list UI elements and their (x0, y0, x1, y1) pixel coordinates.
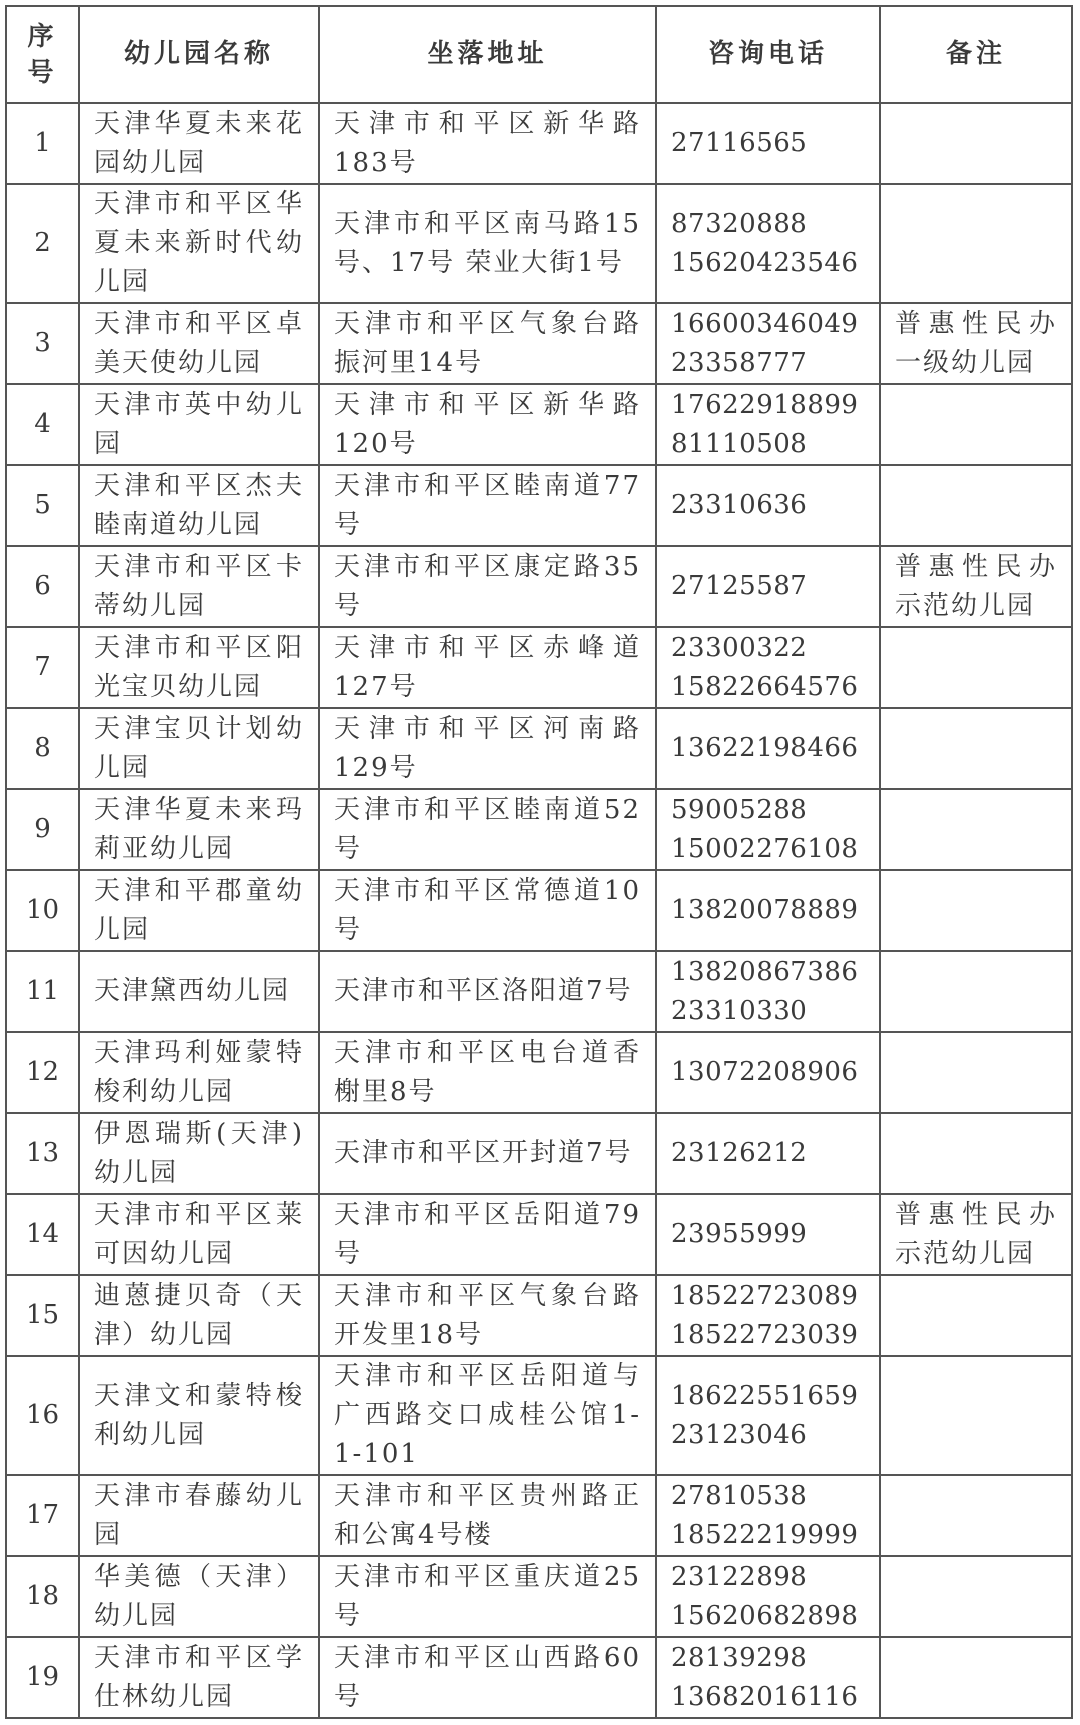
table-row (6, 951, 1072, 1032)
row-serial-number: 3 (6, 303, 79, 384)
phone-number: 15620682898 (671, 1600, 859, 1631)
row-address: 天津市和平区气象台路振河里14号 (319, 303, 656, 384)
row-kindergarten-name: 天津华夏未来玛莉亚幼儿园 (79, 789, 319, 870)
row-phone (656, 1475, 880, 1556)
row-kindergarten-name: 天津华夏未来花园幼儿园 (79, 103, 319, 184)
row-address: 天津市和平区睦南道52号 (319, 789, 656, 870)
phone-number: 27810538 (671, 1480, 808, 1511)
row-kindergarten-name: 华美德（天津）幼儿园 (79, 1556, 319, 1637)
header-kindergarten-name: 幼儿园名称 (79, 6, 319, 103)
row-kindergarten-name: 天津宝贝计划幼儿园 (79, 708, 319, 789)
row-serial-number: 7 (6, 627, 79, 708)
row-serial-number: 2 (6, 184, 79, 303)
row-kindergarten-name: 天津市和平区阳光宝贝幼儿园 (79, 627, 319, 708)
phone-number: 15822664576 (671, 671, 859, 702)
row-note (880, 789, 1072, 870)
row-kindergarten-name: 天津市和平区卓美天使幼儿园 (79, 303, 319, 384)
row-phone (656, 708, 880, 789)
table-row (6, 1113, 1072, 1194)
row-phone (656, 1113, 880, 1194)
row-serial-number: 5 (6, 465, 79, 546)
phone-number: 23122898 (671, 1561, 808, 1592)
row-address: 天津市和平区新华路183号 (319, 103, 656, 184)
row-serial-number: 17 (6, 1475, 79, 1556)
phone-number: 23310330 (671, 995, 808, 1026)
row-note (880, 465, 1072, 546)
row-serial-number: 4 (6, 384, 79, 465)
row-address: 天津市和平区电台道香榭里8号 (319, 1032, 656, 1113)
phone-number: 23955999 (671, 1219, 808, 1249)
row-note (880, 708, 1072, 789)
row-address: 天津市和平区康定路35号 (319, 546, 656, 627)
row-kindergarten-name: 天津市春藤幼儿园 (79, 1475, 319, 1556)
row-phone (656, 627, 880, 708)
row-serial-number: 8 (6, 708, 79, 789)
row-phone (656, 789, 880, 870)
row-address: 天津市和平区南马路15号、17号 荣业大街1号 (319, 184, 656, 303)
row-note: 普惠性民办示范幼儿园 (880, 1194, 1072, 1275)
row-kindergarten-name: 天津市和平区莱可因幼儿园 (79, 1194, 319, 1275)
row-address: 天津市和平区岳阳道与广西路交口成桂公馆1-1-101 (319, 1356, 656, 1475)
table-row (6, 1194, 1072, 1275)
phone-number: 81110508 (671, 428, 808, 459)
row-kindergarten-name: 天津市和平区华夏未来新时代幼儿园 (79, 184, 319, 303)
row-note (880, 103, 1072, 184)
phone-number: 27116565 (671, 128, 808, 158)
phone-number: 13072208906 (671, 1057, 859, 1087)
row-kindergarten-name: 天津市和平区卡蒂幼儿园 (79, 546, 319, 627)
row-note (880, 1356, 1072, 1475)
table-row (6, 184, 1072, 303)
row-address: 天津市和平区睦南道77号 (319, 465, 656, 546)
row-serial-number: 13 (6, 1113, 79, 1194)
row-address: 天津市和平区洛阳道7号 (319, 951, 656, 1032)
header-phone: 咨询电话 (656, 6, 880, 103)
row-kindergarten-name: 天津和平郡童幼儿园 (79, 870, 319, 951)
phone-number: 23123046 (671, 1419, 808, 1450)
row-kindergarten-name: 天津市英中幼儿园 (79, 384, 319, 465)
phone-number: 15002276108 (671, 833, 859, 864)
table-row (6, 870, 1072, 951)
phone-number: 18522723089 (671, 1280, 859, 1311)
row-address: 天津市和平区河南路129号 (319, 708, 656, 789)
row-kindergarten-name: 伊恩瑞斯(天津)幼儿园 (79, 1113, 319, 1194)
table-row (6, 1356, 1072, 1475)
header-serial-line1: 序 (27, 21, 58, 52)
row-serial-number: 14 (6, 1194, 79, 1275)
kindergarten-table-container (5, 5, 1071, 1719)
row-serial-number: 11 (6, 951, 79, 1032)
row-note (880, 1556, 1072, 1637)
row-phone (656, 1032, 880, 1113)
phone-number: 23300322 (671, 632, 808, 663)
row-address: 天津市和平区山西路60号 (319, 1637, 656, 1718)
row-phone (656, 103, 880, 184)
row-kindergarten-name: 迪蒽捷贝奇（天津）幼儿园 (79, 1275, 319, 1356)
row-phone (656, 1275, 880, 1356)
row-note (880, 627, 1072, 708)
table-row (6, 1032, 1072, 1113)
row-address: 天津市和平区贵州路正和公寓4号楼 (319, 1475, 656, 1556)
row-note (880, 1475, 1072, 1556)
row-serial-number: 19 (6, 1637, 79, 1718)
row-phone (656, 384, 880, 465)
row-address: 天津市和平区赤峰道127号 (319, 627, 656, 708)
row-note (880, 1113, 1072, 1194)
row-note (880, 1637, 1072, 1718)
row-phone (656, 1637, 880, 1718)
phone-number: 87320888 (671, 208, 808, 239)
phone-number: 23310636 (671, 490, 808, 520)
table-row (6, 303, 1072, 384)
table-row (6, 1275, 1072, 1356)
table-row (6, 627, 1072, 708)
row-serial-number: 16 (6, 1356, 79, 1475)
row-phone (656, 1556, 880, 1637)
phone-number: 17622918899 (671, 389, 859, 420)
phone-number: 18622551659 (671, 1380, 859, 1411)
phone-number: 13820078889 (671, 895, 859, 925)
table-row (6, 708, 1072, 789)
phone-number: 27125587 (671, 571, 808, 601)
phone-number: 23358777 (671, 347, 808, 378)
table-row (6, 103, 1072, 184)
row-note (880, 870, 1072, 951)
table-row (6, 1475, 1072, 1556)
phone-number: 59005288 (671, 794, 808, 825)
row-note (880, 1032, 1072, 1113)
header-serial-number (6, 6, 79, 103)
phone-number: 18522723039 (671, 1319, 859, 1350)
header-note: 备注 (880, 6, 1072, 103)
table-row (6, 1637, 1072, 1718)
row-serial-number: 18 (6, 1556, 79, 1637)
kindergarten-table (5, 5, 1073, 1719)
row-note (880, 1275, 1072, 1356)
row-serial-number: 15 (6, 1275, 79, 1356)
phone-number: 13682016116 (671, 1681, 859, 1712)
row-phone (656, 184, 880, 303)
row-kindergarten-name: 天津市和平区学仕林幼儿园 (79, 1637, 319, 1718)
phone-number: 15620423546 (671, 247, 859, 278)
row-note: 普惠性民办一级幼儿园 (880, 303, 1072, 384)
row-phone (656, 870, 880, 951)
row-serial-number: 9 (6, 789, 79, 870)
header-serial-line2: 号 (27, 57, 58, 88)
row-note (880, 951, 1072, 1032)
row-address: 天津市和平区岳阳道79号 (319, 1194, 656, 1275)
row-phone (656, 1194, 880, 1275)
row-phone (656, 465, 880, 546)
table-row (6, 384, 1072, 465)
row-note: 普惠性民办示范幼儿园 (880, 546, 1072, 627)
row-address: 天津市和平区开封道7号 (319, 1113, 656, 1194)
row-serial-number: 10 (6, 870, 79, 951)
table-row (6, 465, 1072, 546)
row-serial-number: 12 (6, 1032, 79, 1113)
table-body (6, 103, 1072, 1718)
row-kindergarten-name: 天津文和蒙特梭利幼儿园 (79, 1356, 319, 1475)
row-phone (656, 951, 880, 1032)
row-address: 天津市和平区气象台路开发里18号 (319, 1275, 656, 1356)
row-phone (656, 546, 880, 627)
table-row (6, 789, 1072, 870)
row-kindergarten-name: 天津黛西幼儿园 (79, 951, 319, 1032)
phone-number: 28139298 (671, 1642, 808, 1673)
row-address: 天津市和平区重庆道25号 (319, 1556, 656, 1637)
phone-number: 13622198466 (671, 733, 859, 763)
table-row (6, 1556, 1072, 1637)
row-kindergarten-name: 天津和平区杰夫睦南道幼儿园 (79, 465, 319, 546)
phone-number: 16600346049 (671, 308, 859, 339)
table-header-row (6, 6, 1072, 103)
row-serial-number: 1 (6, 103, 79, 184)
row-phone (656, 1356, 880, 1475)
row-note (880, 184, 1072, 303)
phone-number: 23126212 (671, 1138, 808, 1168)
phone-number: 13820867386 (671, 956, 859, 987)
row-address: 天津市和平区常德道10号 (319, 870, 656, 951)
row-kindergarten-name: 天津玛利娅蒙特梭利幼儿园 (79, 1032, 319, 1113)
row-phone (656, 303, 880, 384)
row-note (880, 384, 1072, 465)
row-serial-number: 6 (6, 546, 79, 627)
header-address: 坐落地址 (319, 6, 656, 103)
phone-number: 18522219999 (671, 1519, 859, 1550)
table-row (6, 546, 1072, 627)
row-address: 天津市和平区新华路120号 (319, 384, 656, 465)
